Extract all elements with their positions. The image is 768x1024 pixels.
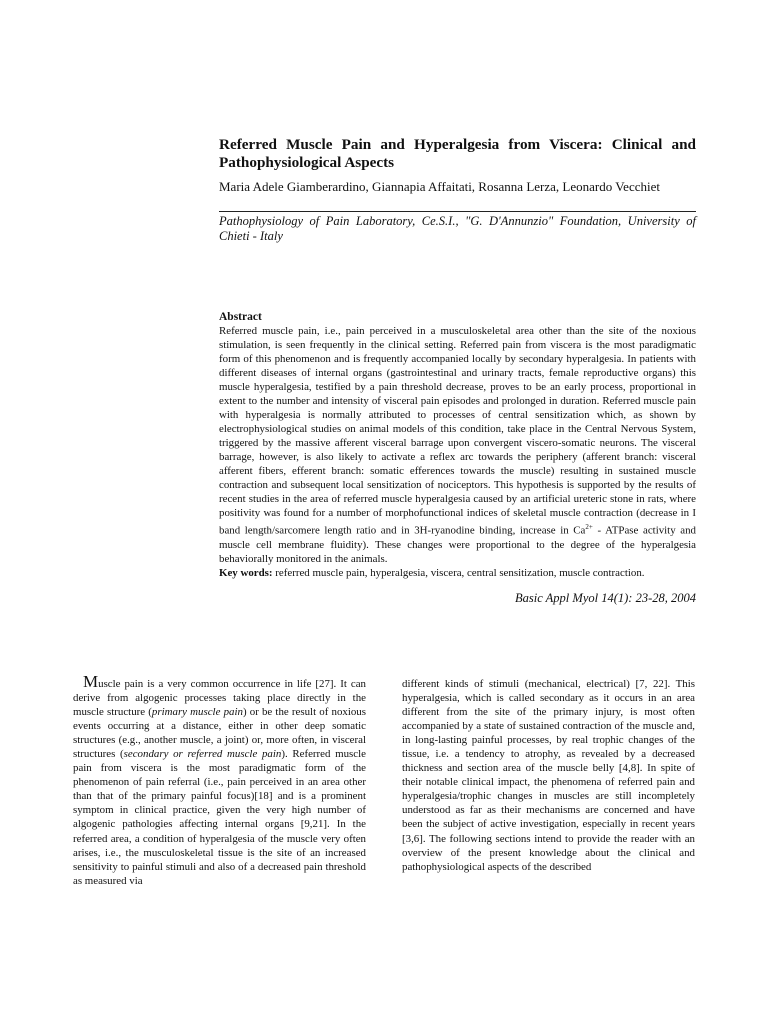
intro-paragraph (73, 672, 366, 888)
keywords-text: referred muscle pain, hyperalgesia, viscera, central sensitization, muscle contraction. (272, 566, 645, 579)
body-column-left (73, 672, 366, 888)
intro-text-seg1: uscle pain is a very common occurrence in life [27]. It can derive from algogenic processes taking place directly in the muscle structure ( (73, 678, 366, 719)
intro-emphasis-primary: primary muscle pain (151, 706, 243, 719)
abstract-section (219, 311, 696, 606)
intro-paragraph-continued: different kinds of stimuli (mechanical, electrical) [7, 22]. This hyperalgesia, which is called secondary as it occurs in an area different from the site of the primary injury, is most often accompanied by a state of sustained contraction of the muscle and, in long-lasting painful processes, by real trophic changes of the tissue, i.e. a tendency to atrophy, as revealed by a decreased thickness and section area of the muscle belly [4,8]. In spite of their notable clinical impact, the phenomena of referred pain and hyperalgesia/trophic changes in muscles are still incompletely understood as far as their mechanisms are concerned and have been the subject of active investigation, especially in recent years [3,6]. The following sections intend to provide the reader with an overview of the present knowledge about the clinical and pathophysiological aspects of the described (402, 678, 695, 873)
article-title: Referred Muscle Pain and Hyperalgesia from Viscera: Clinical and Pathophysiological Aspects (219, 136, 696, 171)
abstract-text-part2: - ATPase activity and muscle cell membrane fluidity). These changes were proportional to the degree of the hyperalgesia behaviorally monitored in the animals. (219, 524, 696, 565)
journal-citation: Basic Appl Myol 14(1): 23-28, 2004 (515, 590, 696, 605)
intro-text-seg2: ) or be the result of noxious events occurring at a distance, either in other deep somatic structures (e.g., another muscle, a joint) or, more often, in visceral structures ( (73, 706, 366, 761)
affiliation: Pathophysiology of Pain Laboratory, Ce.S.I., "G. D'Annunzio" Foundation, University of Chieti - Italy (219, 211, 696, 244)
body-column-right (402, 677, 695, 874)
intro-emphasis-secondary: secondary or referred muscle pain (123, 748, 282, 761)
keywords (219, 566, 696, 580)
calcium-superscript: 2+ (585, 523, 593, 531)
abstract-heading: Abstract (219, 311, 262, 323)
author-list: Maria Adele Giamberardino, Giannapia Affaitati, Rosanna Lerza, Leonardo Vecchiet (219, 179, 660, 194)
keywords-label: Key words: (219, 566, 273, 579)
article-header (219, 136, 696, 244)
intro-text-seg3: ). Referred muscle pain from viscera is the most paradigmatic form of the phenomenon of pain referral (i.e., pain perceived in an area other than that of the primary painful focus)[18] and is a prominent symptom in clinical practice, given the very high number of algogenic pathologies affecting internal organs [9,21]. In the referred area, a condition of hyperalgesia of the muscle very often arises, i.e., the musculoskeletal tissue is the site of an increased sensitivity to painful stimuli and also of a decreased pain threshold as measured via (73, 748, 366, 887)
abstract-text-part1: Referred muscle pain, i.e., pain perceived in a musculoskeletal area other than the site of the noxious stimulation, is seen frequently in the clinical setting. Referred pain from viscera is the most paradigmatic form of this phenomenon and is frequently accompanied locally by secondary hyperalgesia. In patients with different diseases of internal organs (gastrointestinal and urinary tracts, female reproductive organs) this muscle hyperalgesia, testified by a pain threshold decrease, proves to be an early process, proportional in extent to the number and intensity of visceral pain episodes and prolonged in duration. Referred muscle pain with hyperalgesia is normally attributed to processes of central sensitization which, as shown by electrophysiological studies on animal models of this condition, take place in the Central Nervous System, triggered by the massive afferent visceral barrage upon convergent viscero-somatic neurons. The visceral barrage, however, is also likely to activate a reflex arc towards the periphery (afferent branch: visceral afferent fibers, efferent branch: somatic efferences towards the muscle) resulting in sustained muscle contraction and subsequent local sensitization of nociceptors. This hypothesis is supported by the results of recent studies in the area of referred muscle hyperalgesia caused by an artificial ureteric stone in rats, where positivity was found for a number of morphofunctional indices of skeletal muscle contraction (decrease in I band length/sarcomere length ratio and in 3H-ryanodine binding, increase in Ca (219, 325, 696, 537)
abstract-body (219, 324, 696, 566)
drop-cap: M (83, 672, 99, 691)
